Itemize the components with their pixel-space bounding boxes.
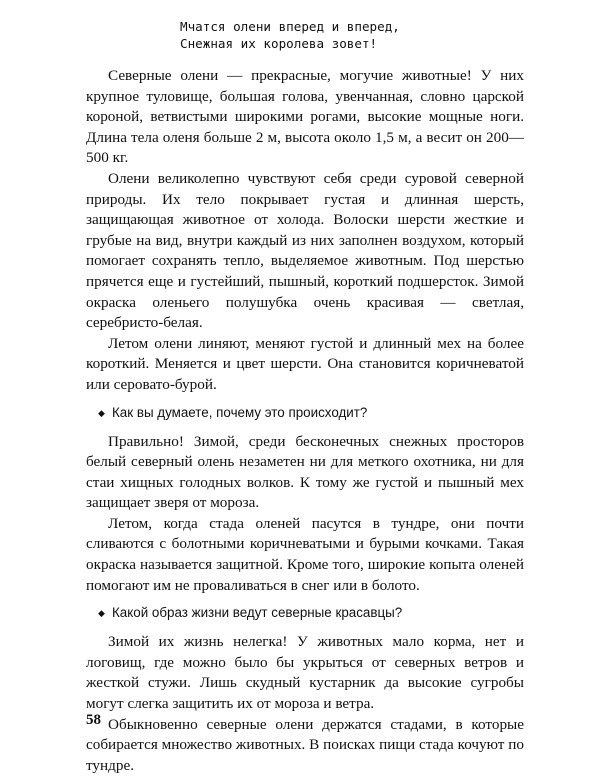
question-2 (86, 604, 524, 622)
question-1 (86, 404, 524, 422)
paragraph-7: Обыкновенно северные олени держатся стадами, в которые собирается множество животных. В поисках пищи стада кочуют по тундре. (86, 715, 524, 774)
body-text (86, 66, 524, 776)
paragraph-1: Северные олени — прекрасные, могучие животные! У них крупное туловище, большая голова, увенчанная, словно царской короной, ветвистыми широкими рогами, высокие мощные ноги. Длина тела оленя больше 2 м, высота около 1,5 м, а весит он 200—500 кг. (86, 67, 524, 167)
diamond-bullet-icon: ◆ (98, 608, 105, 619)
page-content (86, 18, 524, 776)
page-number: 58 (86, 712, 101, 728)
question-2-text: Какой образ жизни ведут северные красавцы? (112, 605, 403, 621)
epigraph-line-2: Снежная их королева зовет! (180, 36, 378, 51)
diamond-bullet-icon: ◆ (98, 407, 105, 418)
question-1-text: Как вы думаете, почему это происходит? (112, 404, 368, 420)
epigraph-line-1: Мчатся олени вперед и вперед, (180, 19, 400, 34)
poem-epigraph (86, 18, 524, 52)
paragraph-4: Правильно! Зимой, среди бесконечных снежных просторов белый северный олень незаметен ни для меткого охотника, ни для стаи хищных голодных волков. К тому же густой и пышный мех защищает зверя от мороза. (86, 432, 524, 512)
paragraph-2: Олени великолепно чувствуют себя среди суровой северной природы. Их тело покрывает густая и длинная шерсть, защищающая животное от холода. Волоски шерсти жесткие и грубые на вид, внутри каждый из них заполнен воздухом, который помогает сохранять тепло, выделяемое животным. Под шерстью прячется еще и густейший, пышный, короткий подшерсток. Зимой окраска оленьего полушубка очень красивая — светлая, серебристо-белая. (86, 169, 524, 332)
paragraph-3: Летом олени линяют, меняют густой и длинный мех на более короткий. Меняется и цвет шерсти. Она становится коричневатой или серовато-бурой. (86, 334, 524, 393)
paragraph-5: Летом, когда стада оленей пасутся в тундре, они почти сливаются с болотными коричневатыми и бурыми кочками. Такая окраска называется защитной. Кроме того, широкие копыта оленей помогают им не проваливаться в снег или в болото. (86, 514, 524, 594)
paragraph-6: Зимой их жизнь нелегка! У животных мало корма, нет и логовищ, где можно было бы укрыться от северных ветров и жесткой стужи. Лишь скудный кустарник да высокие сугробы могут слегка защитить их от мороза и ветра. (86, 633, 524, 713)
